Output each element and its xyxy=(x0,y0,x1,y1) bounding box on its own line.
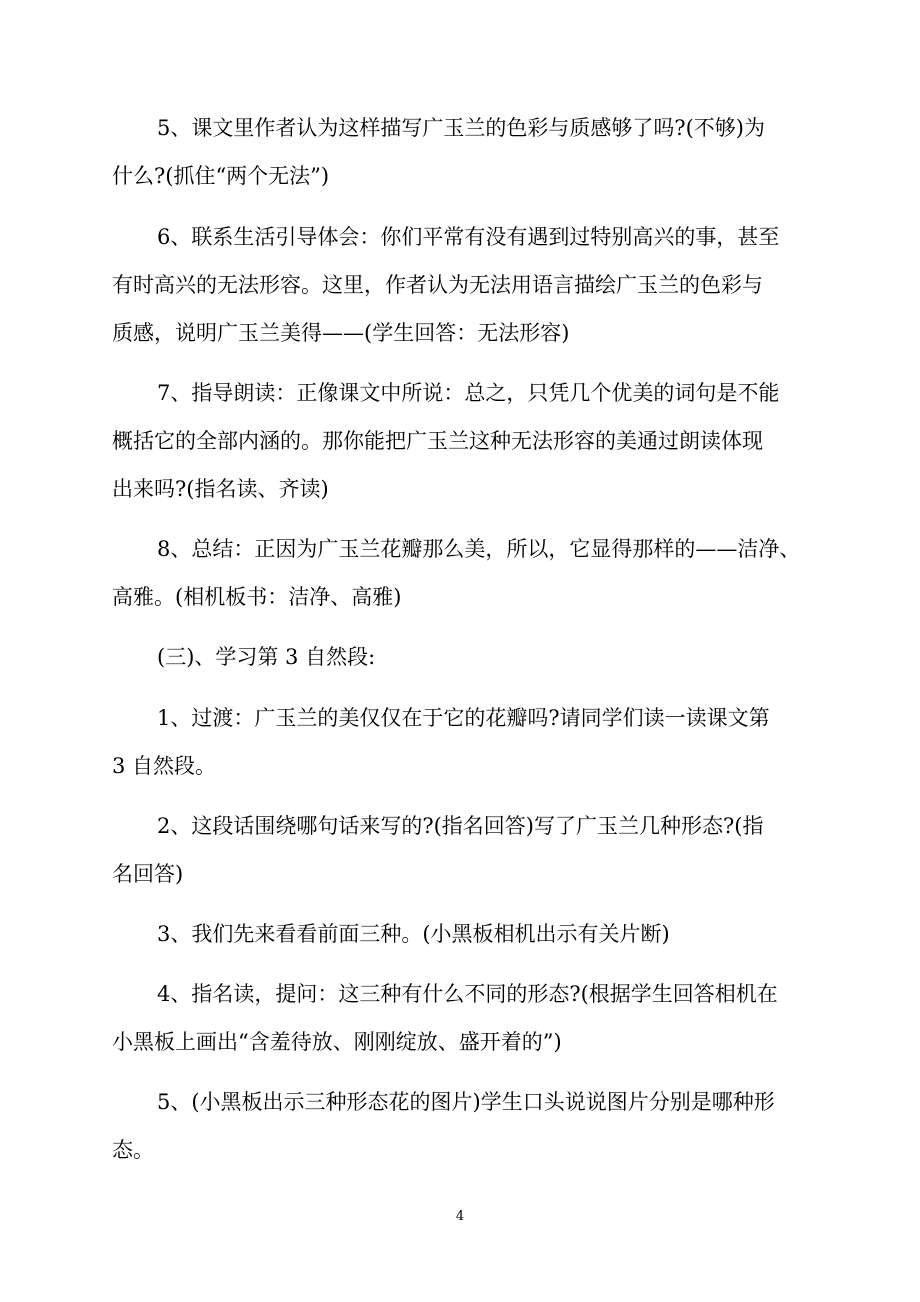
section-heading: (三)、学习第 3 自然段: xyxy=(157,645,376,669)
page-number: 4 xyxy=(455,1209,465,1224)
text-line: 8、总结：正因为广玉兰花瓣那么美，所以，它显得那样的——洁净、 xyxy=(157,537,801,561)
text-line: 5、(小黑板出示三种形态花的图片)学生口头说说图片分别是哪种形 xyxy=(157,1090,775,1114)
text-line: 2、这段话围绕哪句话来写的?(指名回答)写了广玉兰几种形态?(指 xyxy=(157,814,764,838)
text-line: 4、指名读，提问：这三种有什么不同的形态?(根据学生回答相机在 xyxy=(157,982,778,1006)
text-line: 5、课文里作者认为这样描写广玉兰的色彩与质感够了吗?(不够)为 xyxy=(157,116,766,140)
text-line: 6、联系生活引导体会：你们平常有没有遇到过特别高兴的事，甚至 xyxy=(157,225,780,249)
text-line: 3 自然段。 xyxy=(112,754,217,778)
text-line: 名回答) xyxy=(112,862,184,886)
text-line: 质感，说明广玉兰美得——(学生回答：无法形容) xyxy=(112,321,570,345)
text-line: 有时高兴的无法形容。这里，作者认为无法用语言描绘广玉兰的色彩与 xyxy=(112,273,763,297)
text-line: 7、指导朗读：正像课文中所说：总之，只凭几个优美的词句是不能 xyxy=(157,381,780,405)
text-line: 3、我们先来看看前面三种。(小黑板相机出示有关片断) xyxy=(157,922,670,946)
text-line: 高雅。(相机板书：洁净、高雅) xyxy=(112,585,402,609)
text-line: 小黑板上画出“含羞待放、刚刚绽放、盛开着的”) xyxy=(112,1030,562,1054)
text-line: 态。 xyxy=(112,1138,154,1162)
text-line: 什么?(抓住“两个无法”) xyxy=(112,164,330,188)
text-line: 1、过渡：广玉兰的美仅仅在于它的花瓣吗?请同学们读一读课文第 xyxy=(157,706,770,730)
text-line: 出来吗?(指名读、齐读) xyxy=(112,477,329,501)
text-line: 概括它的全部内涵的。那你能把广玉兰这种无法形容的美通过朗读体现 xyxy=(112,429,763,453)
